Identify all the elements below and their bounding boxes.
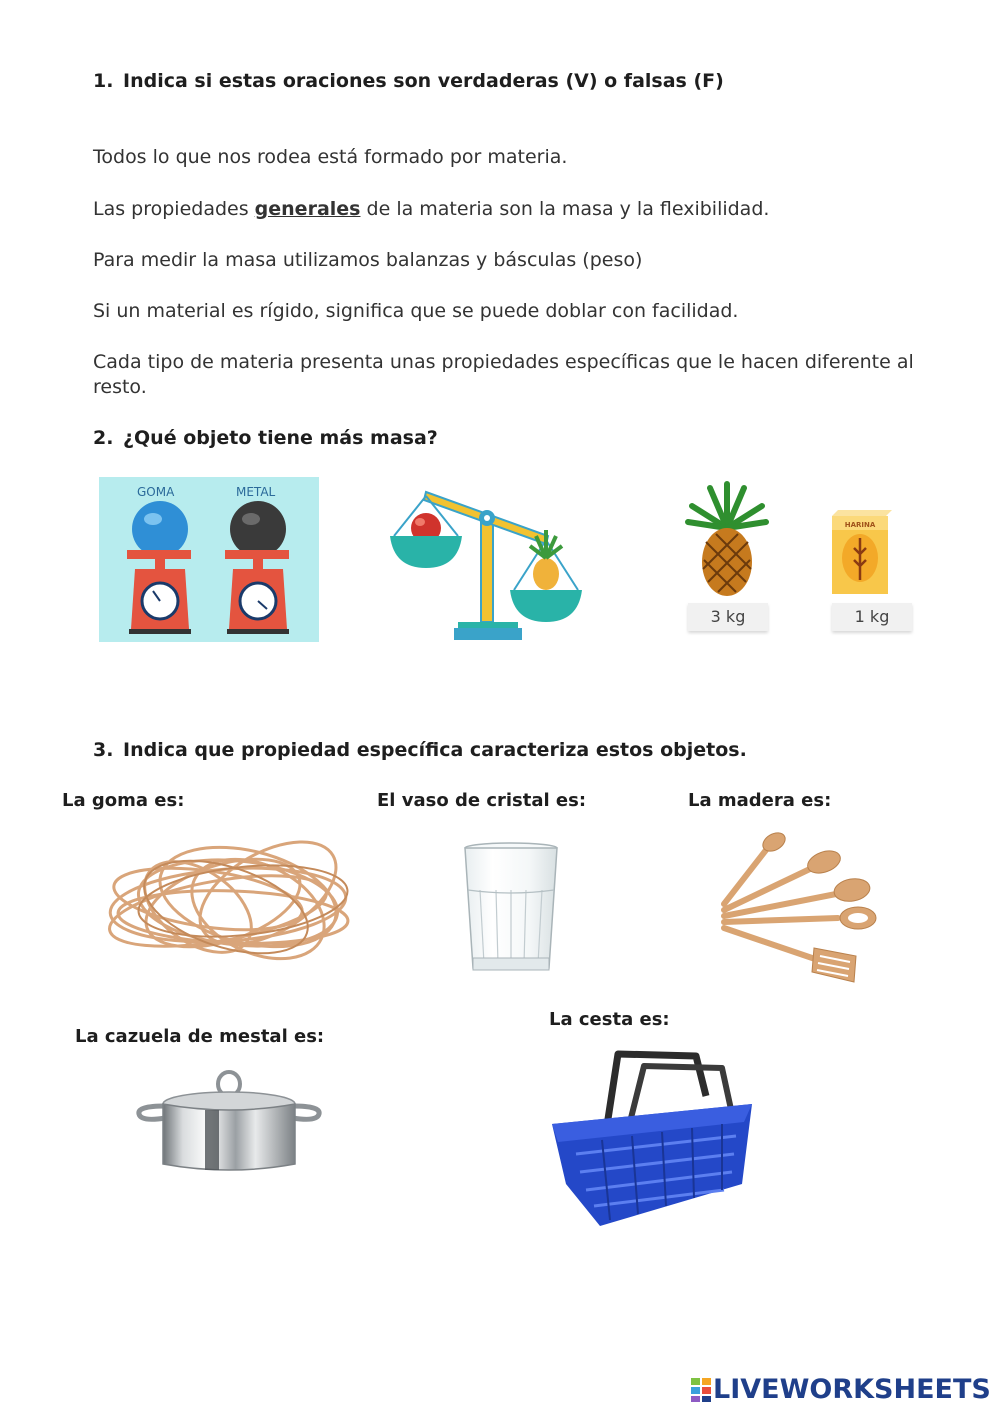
flour-package-label: HARINA xyxy=(844,521,876,529)
kitchen-scales-image xyxy=(99,477,319,642)
pineapple-icon xyxy=(680,478,775,598)
q2-title: ¿Qué objeto tiene más masa? xyxy=(123,427,438,449)
q2-heading xyxy=(93,427,438,449)
pineapple-weight: 3 kg xyxy=(688,603,768,631)
scales-drawing xyxy=(99,477,319,642)
statement-2-end: de la materia son la masa y la flexibilidad. xyxy=(360,198,770,220)
statement-1: Todos lo que nos rodea está formado por materia. xyxy=(93,146,568,168)
q1-title: Indica si estas oraciones son verdaderas (V) o falsas (F) xyxy=(123,70,724,92)
q3-heading xyxy=(93,739,747,761)
q1-heading xyxy=(93,70,724,92)
rubber-bands-image xyxy=(98,833,360,973)
flour-package-icon xyxy=(826,508,896,596)
glass-label: El vaso de cristal es: xyxy=(377,790,587,811)
liveworksheets-logo-icon xyxy=(691,1378,711,1402)
shopping-basket-image xyxy=(546,1044,760,1230)
pot-label: La cazuela de mestal es: xyxy=(75,1026,325,1047)
glass-image xyxy=(460,840,562,980)
cooking-pot-image xyxy=(135,1068,323,1176)
q1-number: 1. xyxy=(93,70,114,92)
basket-label: La cesta es: xyxy=(549,1009,670,1030)
statement-2 xyxy=(93,197,973,222)
wood-label: La madera es: xyxy=(688,790,832,811)
statement-5: Cada tipo de materia presenta unas propiedades específicas que le hacen diferente al resto. xyxy=(93,351,914,398)
q3-number: 3. xyxy=(93,739,114,761)
wooden-spoons-image xyxy=(708,832,883,987)
statement-2-keyword: generales xyxy=(254,198,361,220)
q3-title: Indica que propiedad específica caracteriza estos objetos. xyxy=(123,739,747,761)
flour-weight: 1 kg xyxy=(832,603,912,631)
statement-4: Si un material es rígido, significa que se puede doblar con facilidad. xyxy=(93,300,739,322)
statement-2-start: Las propiedades xyxy=(93,198,255,220)
q2-number: 2. xyxy=(93,427,114,449)
goma-label: GOMA xyxy=(137,485,175,499)
statement-3: Para medir la masa utilizamos balanzas y básculas (peso) xyxy=(93,249,643,271)
metal-label: METAL xyxy=(236,485,276,499)
liveworksheets-wordmark: LIVEWORKSHEETS xyxy=(713,1374,991,1405)
balance-scale-image xyxy=(388,484,583,644)
rubber-label: La goma es: xyxy=(62,790,185,811)
liveworksheets-logo xyxy=(691,1376,991,1406)
